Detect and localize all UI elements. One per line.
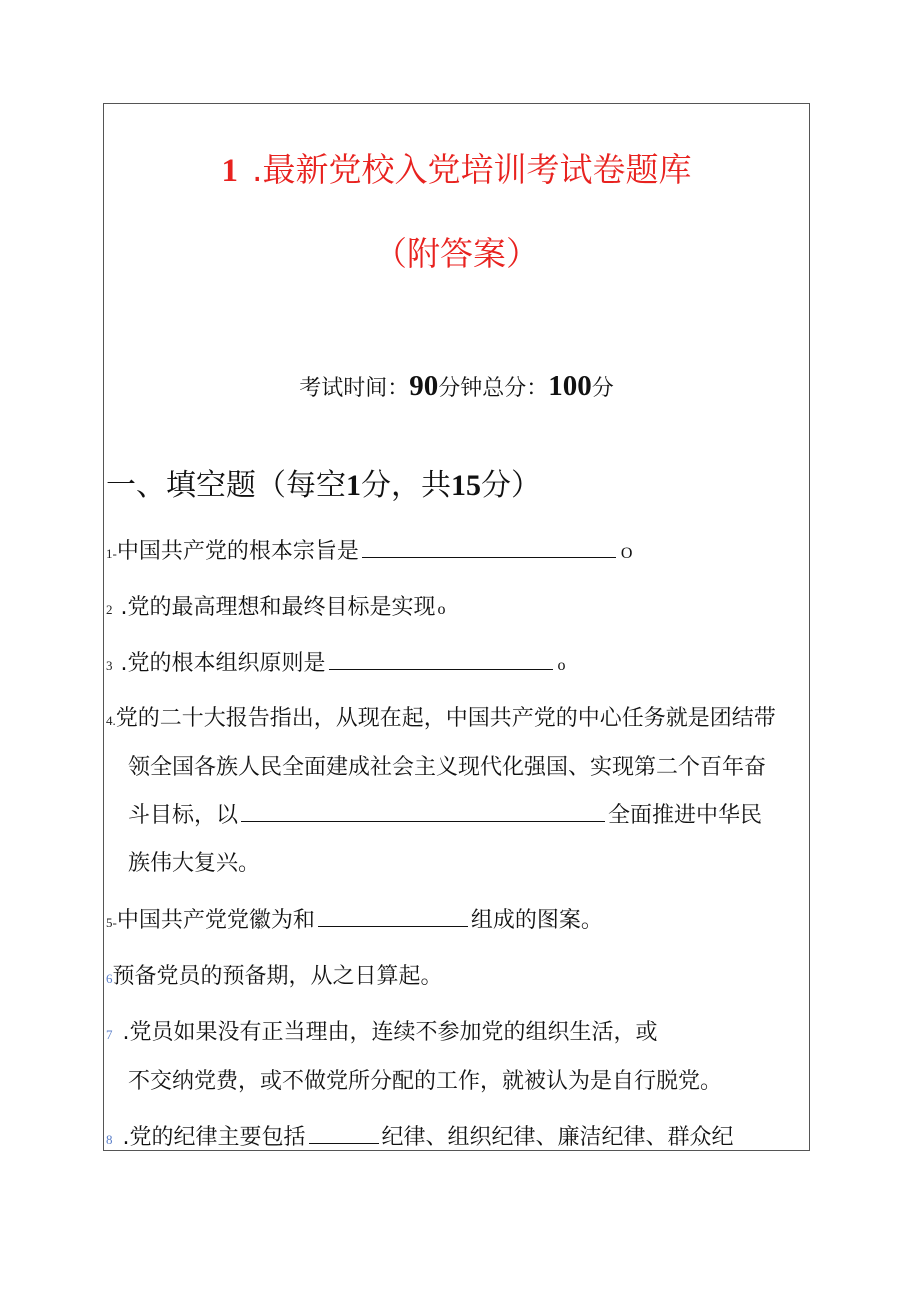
question-end-mark: o: [437, 601, 446, 618]
answer-blank: [309, 1142, 379, 1144]
section-prefix: 一、填空题（每空: [106, 468, 346, 503]
section-middle: 分，共: [361, 468, 451, 503]
question-number: 4.: [106, 713, 116, 728]
answer-blank: [362, 556, 616, 558]
question-text-a: 中国共产党党徽为和: [116, 908, 315, 933]
question-item: [106, 910, 603, 932]
exam-page: [103, 103, 810, 1151]
question-number: 1-: [106, 546, 117, 561]
score-value: 100: [548, 370, 592, 402]
answer-blank: [318, 925, 468, 927]
title-number: 1: [221, 153, 238, 189]
question-text: 中国共产党的根本宗旨是: [116, 539, 359, 564]
question-number: 5-: [106, 915, 117, 930]
question-item: [106, 653, 566, 675]
question-item: [106, 966, 443, 988]
question-item: [106, 597, 446, 619]
question-number: 7: [106, 1027, 113, 1042]
page-title: [104, 144, 809, 191]
answer-blank: [329, 668, 553, 670]
time-unit-total-label: 分钟总分：: [438, 376, 549, 401]
question-continuation: [128, 805, 762, 827]
section-total: 15: [451, 469, 481, 502]
question-text-line1: .党员如果没有正当理由，连续不参加党的组织生活，或: [122, 1020, 658, 1045]
question-end-mark: o: [557, 657, 566, 674]
question-text-line1: 党的二十大报告指出，从现在起，中国共产党的中心任务就是团结带: [115, 706, 776, 731]
question-number: 8: [106, 1132, 113, 1147]
answer-blank: [241, 820, 605, 822]
question-item: [106, 541, 632, 563]
time-label: 考试时间：: [299, 376, 410, 401]
question-end-mark: O: [620, 545, 633, 562]
question-text: 预备党员的预备期，从之日算起。: [112, 964, 443, 989]
score-unit: 分: [591, 376, 614, 401]
question-item: [106, 1022, 658, 1044]
question-continuation: 领全国各族人民全面建成社会主义现代化强国、实现第二个百年奋: [128, 755, 767, 780]
question-text-a: .党的纪律主要包括: [122, 1125, 306, 1150]
question-number: 3: [106, 658, 113, 673]
question-text-b: 组成的图案。: [470, 908, 603, 933]
question-text: .党的根本组织原则是: [120, 651, 326, 676]
section-heading: [106, 460, 541, 504]
question-item: [106, 708, 776, 730]
question-text-line3b: 全面推进中华民: [608, 803, 763, 828]
question-text-b: 纪律、组织纪律、廉洁纪律、群众纪: [381, 1125, 734, 1150]
question-continuation: 不交纳党费，或不做党所分配的工作，就被认为是自行脱党。: [128, 1069, 723, 1094]
question-continuation: 族伟大复兴。: [128, 851, 261, 876]
title-line1: .最新党校入党培训考试卷题库: [252, 150, 692, 189]
question-number: 6: [106, 971, 113, 986]
exam-info: [104, 370, 809, 403]
section-suffix: 分）: [481, 468, 541, 503]
page-subtitle: （附答案）: [374, 234, 539, 273]
section-per-blank: 1: [346, 469, 361, 502]
question-number: 2: [106, 602, 113, 617]
question-text: .党的最高理想和最终目标是实现: [120, 595, 436, 620]
question-text-line3a: 斗目标，以: [128, 803, 239, 828]
time-value: 90: [409, 370, 439, 402]
question-item: [106, 1127, 734, 1149]
